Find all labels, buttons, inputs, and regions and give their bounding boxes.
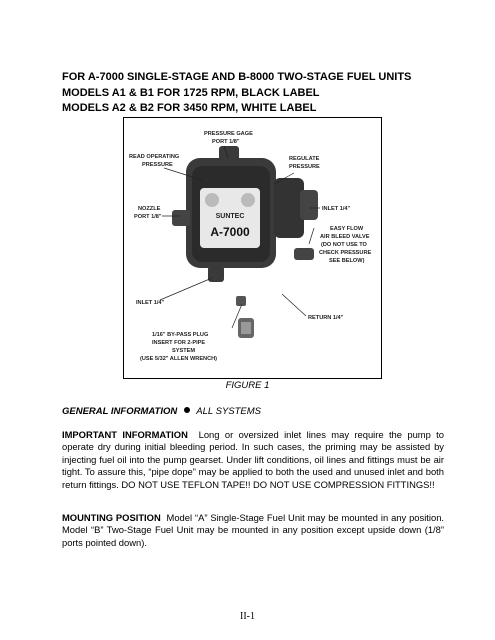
callout-nozzle-1: NOZZLE: [138, 206, 161, 212]
callout-easy-flow-4: CHECK PRESSURE: [319, 250, 372, 256]
callout-bypass-1: 1/16" BY-PASS PLUG: [152, 332, 209, 338]
important-information-text: Long or oversized inlet lines may require the pump to operate dry during initial bleeding period. In such cases, the priming may be assisted by injecting fuel oil into the pump gearset. Under lift conditions, oil lines and fittings must be air tight. To assure this, “pipe dope” may be applied to both the used and unused inlet and both return fittings. DO NOT USE TEFLON TAPE!! DO NOT USE COMPRESSION FITTINGS!!: [62, 429, 445, 490]
important-information-paragraph: [62, 429, 444, 491]
heading-line-2: MODELS A1 & B1 FOR 1725 RPM, BLACK LABEL: [62, 86, 320, 99]
callout-inlet-left: INLET 1/4": [136, 300, 165, 306]
general-information-line: [62, 406, 261, 417]
callout-nozzle-2: PORT 1/8": [134, 214, 162, 220]
pump-diagram: [124, 118, 381, 378]
callout-easy-flow-5: SEE BELOW): [329, 258, 365, 264]
mounting-position-paragraph: [62, 512, 444, 549]
heading-line-1: FOR A-7000 SINGLE-STAGE AND B-8000 TWO-STAGE FUEL UNITS: [62, 71, 412, 83]
callout-bypass-3: SYSTEM: [172, 348, 196, 354]
callout-read-operating-2: PRESSURE: [142, 162, 173, 168]
page-number: II-1: [240, 611, 255, 622]
callout-regulate-2: PRESSURE: [289, 164, 320, 170]
callout-read-operating-1: READ OPERATING: [129, 154, 180, 160]
figure-caption: FIGURE 1: [225, 380, 270, 391]
bullet-icon: [184, 407, 190, 413]
mounting-position-text: Model “A” Single-Stage Fuel Unit may be mounted in any position. Model “B” Two-Stage Fuel Unit may be mounted in any position except upside down (1/8” ports pointed down).: [62, 512, 445, 548]
pump-illustration: [172, 146, 318, 338]
callout-easy-flow-1: EASY FLOW: [330, 226, 364, 232]
callout-pressure-gage-2: PORT 1/8": [212, 139, 240, 145]
callout-bypass-2: INSERT FOR 2-PIPE: [152, 340, 206, 346]
document-headings: [62, 70, 462, 117]
general-information-scope: ALL SYSTEMS: [196, 406, 262, 417]
callout-easy-flow-3: (DO NOT USE TO: [321, 242, 367, 248]
callout-regulate-1: REGULATE: [289, 156, 320, 162]
callout-inlet-right: INLET 1/4": [322, 206, 351, 212]
pump-model-label: A-7000: [210, 225, 250, 239]
important-information-label: IMPORTANT INFORMATION: [62, 429, 188, 440]
general-information-title: GENERAL INFORMATION: [62, 406, 178, 417]
callout-return: RETURN 1/4": [308, 315, 344, 321]
figure-1-frame: [123, 117, 382, 379]
callout-easy-flow-2: AIR BLEED VALVE: [320, 234, 370, 240]
callout-pressure-gage-1: PRESSURE GAGE: [204, 131, 253, 137]
callout-bypass-4: (USE 5/32" ALLEN WRENCH): [140, 356, 218, 362]
mounting-position-label: MOUNTING POSITION: [62, 512, 161, 523]
pump-brand-label: SUNTEC: [215, 213, 245, 220]
heading-line-3: MODELS A2 & B2 FOR 3450 RPM, WHITE LABEL: [62, 102, 317, 114]
